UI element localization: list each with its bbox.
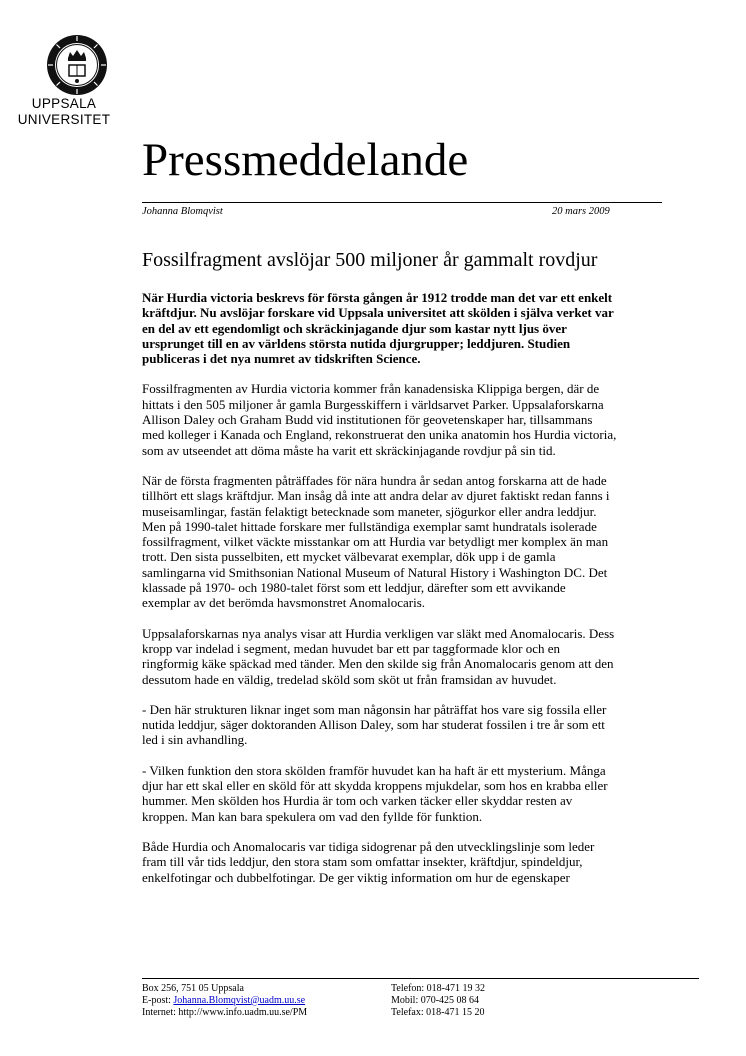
footer-divider [142, 978, 699, 979]
footer-phones [391, 983, 485, 1018]
text-line: - Den här strukturen liknar inget som man någonsin har påträffat hos vare sig fossila eller [142, 701, 607, 717]
text-line: fossilfragment, vilket väckte misstankar om att Hurdia var betydligt mer komplex än man [142, 534, 609, 550]
footer-internet: Internet: http://www.info.uadm.uu.se/PM [142, 1006, 308, 1018]
paragraph [142, 626, 702, 687]
date: 20 mars 2009 [552, 206, 610, 217]
footer-mobile: Mobil: 070-425 08 64 [391, 994, 480, 1006]
paragraph [142, 839, 702, 885]
text-line: hummer. Men skölden hos Hurdia är tom och varken täcker eller skyddar resten av [142, 793, 573, 809]
text-line: tillhört ett slags kräftdjur. Man insåg då inte att andra delar av djuret faktiskt redan fanns i [142, 488, 610, 504]
document-title: Pressmeddelande [142, 134, 469, 186]
text-line: kropp var indelad i segment, medan huvudet bar ett par taggformade klor och en [142, 640, 561, 656]
headline: Fossilfragment avslöjar 500 miljoner år gammalt rovdjur [142, 249, 598, 271]
text-line: publiceras i det nya numret av tidskriften Science. [142, 351, 421, 367]
paragraph [142, 763, 702, 824]
footer-address: Box 256, 751 05 Uppsala [142, 983, 244, 994]
university-name-line2: UNIVERSITET [17, 112, 111, 127]
text-line: När de första fragmenten påträffades för nära hundra år sedan antog forskarna att de hade [142, 472, 607, 488]
footer-contact [142, 983, 307, 1018]
footer-fax: Telefax: 018-471 15 20 [391, 1006, 485, 1018]
footer-email-label: E-post: [142, 994, 174, 1006]
email-link[interactable]: Johanna.Blomqvist@uadm.uu.se [173, 994, 306, 1006]
text-line: exemplar av det berömda havsmonstret Anomalocaris. [142, 595, 426, 611]
text-line: djur har ett skal eller en sköld för att skydda kroppens mjukdelar, som hos en krabba eller [142, 778, 608, 794]
author: Johanna Blomqvist [142, 206, 223, 217]
text-line: en del av ett egendomligt och skräckinjagande djur som kastar nytt ljus över [142, 320, 567, 336]
text-line: ringformig käke späckad med tänder. Men den skilde sig från Anomalocaris genom att den [142, 656, 614, 672]
text-line: Allison Daley och Graham Budd vid institutionen för geovetenskaper har, tillsammans [142, 412, 593, 428]
header-divider [142, 202, 662, 203]
paragraph [142, 702, 702, 748]
paragraph [142, 473, 702, 611]
text-line: Både Hurdia och Anomalocaris var tidiga sidogrenar på den utvecklingslinje som leder [142, 838, 595, 854]
text-line: dessutom hade en väldig, tredelad sköld som sköt ut från framsidan av huvudet. [142, 671, 557, 687]
text-line: klassade på 1970- och 1980-talet först som ett leddjur, därefter som ett avvikande [142, 580, 566, 596]
text-line: trott. Den sista pusselbiten, ett mycket välbevarat exemplar, dök upp i de gamla [142, 549, 556, 565]
text-line: Men på 1990-talet hittade forskare mer fullständiga exemplar samt hundratals isolerade [142, 518, 597, 534]
university-seal-logo [46, 34, 108, 96]
text-line: hittats i den 505 miljoner år gamla Burgesskiffern i världsarvet Parker. Uppsalaforskarna [142, 396, 604, 412]
text-line: som av utseendet att döma måste ha varit ett skräckinjagande rovdjur på sin tid. [142, 442, 556, 458]
text-line: - Vilken funktion den stora skölden framför huvudet kan ha haft är ett mysterium. Många [142, 762, 606, 778]
text-line: När Hurdia victoria beskrevs för första gången år 1912 trodde man det var ett enkelt [142, 290, 613, 305]
text-line: nutida leddjur, säger doktoranden Allison Daley, som har studerat fossilen i tre år som ett [142, 717, 605, 733]
text-line: Uppsalaforskarnas nya analys visar att Hurdia verkligen var släkt med Anomalocaris. Dess [142, 625, 615, 641]
text-line: enkelfotingar och dubbelfotingar. De ger viktig information om hur de egenskaper [142, 869, 570, 885]
text-line: kroppen. Man kan bara spekulera om vad den fyllde för funktion. [142, 808, 483, 824]
footer-phone: Telefon: 018-471 19 32 [391, 983, 486, 994]
paragraph [142, 381, 702, 457]
text-line: fram till vår tids leddjur, den stora stam som omfattar insekter, kräftdjur, spindeldjur, [142, 854, 583, 870]
text-line: kräftdjur. Nu avslöjar forskare vid Uppsala universitet att skölden i själva verket var [142, 305, 614, 321]
footer-email-row [142, 995, 307, 1007]
text-line: med kolleger i Kanada och England, rekonstruerat den unika anatomin hos Hurdia victoria, [142, 427, 617, 443]
text-line: led i sin avhandling. [142, 732, 248, 748]
text-line: ursprunget till en av världens största nutida djurgrupper; leddjuren. Studien [142, 335, 571, 351]
text-line: museisamlingar, fastän felaktigt betecknade som maneter, sjögurkor eller andra leddjur. [142, 503, 597, 519]
text-line: Fossilfragmenten av Hurdia victoria kommer från kanadensiska Klippiga bergen, där de [142, 381, 600, 397]
lead-paragraph [142, 290, 702, 366]
university-name [0, 96, 128, 128]
university-name-line1: UPPSALA [31, 96, 97, 111]
text-line: samlingarna vid Smithsonian National Museum of Natural History i Washington DC. Det [142, 564, 608, 580]
body-text [142, 290, 702, 900]
